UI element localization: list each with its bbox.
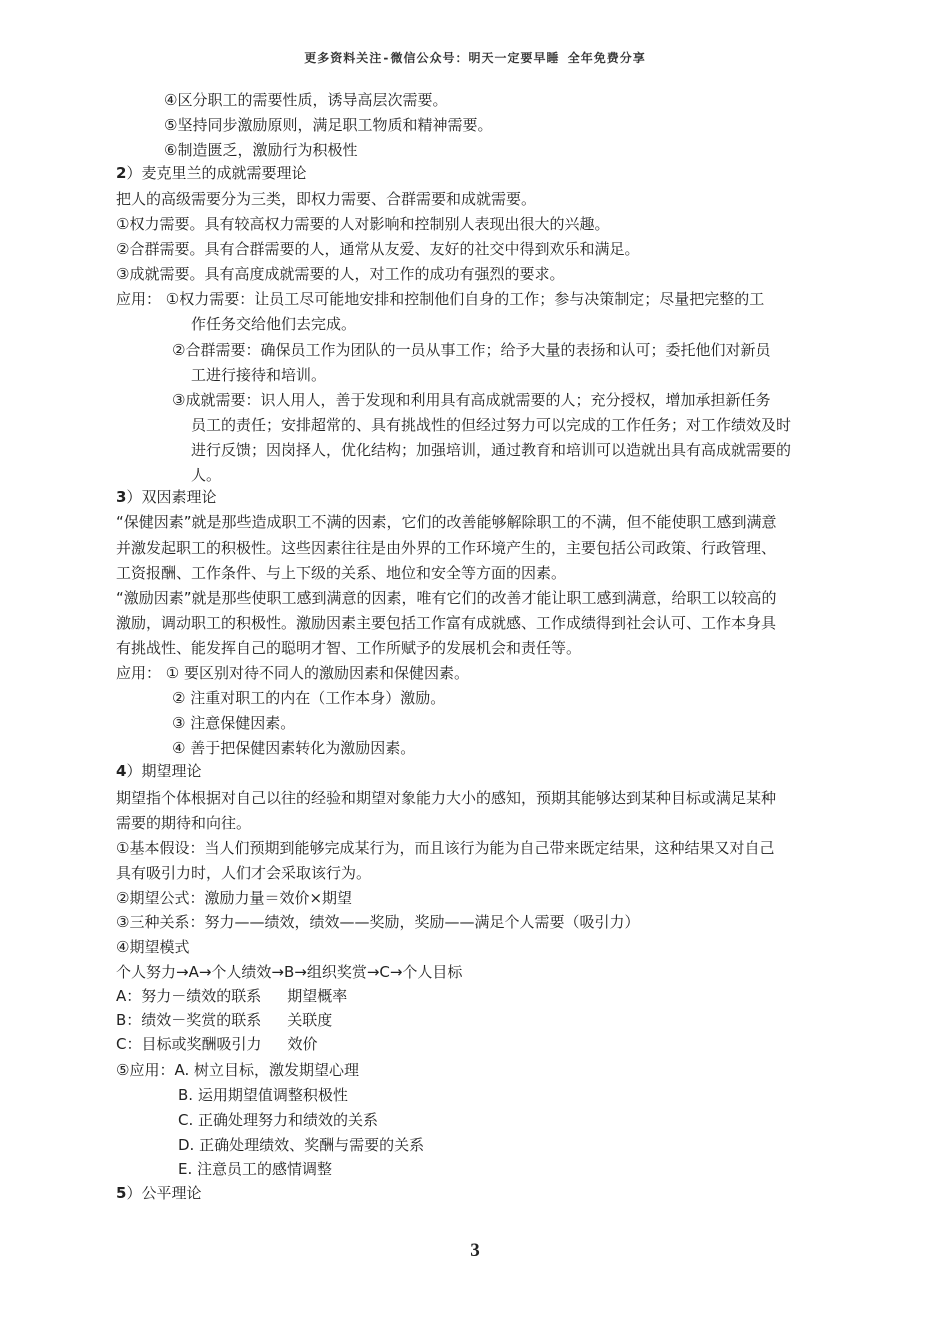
relation-value: 期望概率 <box>287 987 348 1005</box>
section-heading-5 <box>116 1181 201 1206</box>
text-line: 进行反馈；因岗择人，优化结构；加强培训，通过教育和培训可以造就出具有高成就需要的 <box>191 441 792 459</box>
section-title: ）公平理论 <box>126 1184 202 1202</box>
text-line: 应用： ①权力需要：让员工尽可能地安排和控制他们自身的工作；参与决策制定；尽量把完整的工 <box>116 290 765 308</box>
text-line: “保健因素”就是那些造成职工不满的因素，它们的改善能够解除职工的不满，但不能使职工感到满意 <box>116 513 777 531</box>
section-title: ）麦克里兰的成就需要理论 <box>126 164 307 182</box>
text-line: D. 正确处理绩效、奖酬与需要的关系 <box>178 1136 425 1154</box>
text-line <box>116 1008 332 1033</box>
page-number: 3 <box>470 1240 480 1261</box>
section-number: 4 <box>116 762 127 780</box>
text-line: ③ 注意保健因素。 <box>172 714 296 732</box>
text-line: ④区分职工的需要性质，诱导高层次需要。 <box>164 91 448 109</box>
text-line: ①权力需要。具有较高权力需要的人对影响和控制别人表现出很大的兴趣。 <box>116 215 610 233</box>
text-line: ⑤应用：A. 树立目标，激发期望心理 <box>116 1061 359 1079</box>
section-number: 3 <box>116 488 127 506</box>
text-line: E. 注意员工的感情调整 <box>178 1160 333 1178</box>
text-line: ②合群需要。具有合群需要的人，通常从友爱、友好的社交中得到欢乐和满足。 <box>116 240 640 258</box>
text-line: 把人的高级需要分为三类，即权力需要、合群需要和成就需要。 <box>116 190 537 208</box>
relation-value: 关联度 <box>287 1011 333 1029</box>
text-line: 员工的责任；安排超常的、具有挑战性的但经过努力可以完成的工作任务；对工作绩效及时 <box>191 416 792 434</box>
section-number: 2 <box>116 164 127 182</box>
text-line: “激励因素”就是那些使职工感到满意的因素，唯有它们的改善才能让职工感到满意，给职工以较高的 <box>116 589 777 607</box>
section-number: 5 <box>116 1184 127 1202</box>
text-line: ② 注重对职工的内在（工作本身）激励。 <box>172 689 446 707</box>
page-header: 更多资料关注-微信公众号：明天一定要早睡 全年免费分享 <box>304 51 646 65</box>
text-line: 人。 <box>191 466 222 484</box>
text-line <box>116 1032 318 1057</box>
text-line: ②期望公式：激励力量＝效价×期望 <box>116 889 353 907</box>
text-line: C. 正确处理努力和绩效的关系 <box>178 1111 379 1129</box>
relation-label: B：绩效－奖赏的联系 <box>116 1011 262 1029</box>
text-line: 工进行接待和培训。 <box>191 366 327 384</box>
text-line: 作任务交给他们去完成。 <box>191 315 357 333</box>
text-line <box>116 984 347 1009</box>
text-line: 个人努力→A→个人绩效→B→组织奖赏→C→个人目标 <box>116 963 463 981</box>
relation-label: C：目标或奖酬吸引力 <box>116 1035 262 1053</box>
text-line: ③三种关系：努力——绩效，绩效——奖励，奖励——满足个人需要（吸引力） <box>116 913 640 931</box>
text-line: ①基本假设：当人们预期到能够完成某行为，而且该行为能为自己带来既定结果，这种结果又对自己 <box>116 839 775 857</box>
text-line: 激励，调动职工的积极性。激励因素主要包括工作富有成就感、工作成绩得到社会认可、工作本身具 <box>116 614 777 632</box>
section-title: ）双因素理论 <box>126 488 217 506</box>
text-line: B. 运用期望值调整积极性 <box>178 1086 348 1104</box>
text-line: 应用： ① 要区别对待不同人的激励因素和保健因素。 <box>116 664 469 682</box>
section-heading-4 <box>116 759 201 784</box>
text-line: ⑤坚持同步激励原则，满足职工物质和精神需要。 <box>164 116 493 134</box>
text-line: ④期望模式 <box>116 938 190 956</box>
text-line: 需要的期待和向往。 <box>116 814 252 832</box>
text-line: 有挑战性、能发挥自己的聪明才智、工作所赋予的发展机会和责任等。 <box>116 639 582 657</box>
text-line: ③成就需要：识人用人，善于发现和利用具有高成就需要的人；充分授权，增加承担新任务 <box>172 391 771 409</box>
text-line: 期望指个体根据对自己以往的经验和期望对象能力大小的感知，预期其能够达到某种目标或满足某种 <box>116 789 777 807</box>
section-title: ）期望理论 <box>126 762 202 780</box>
text-line: 具有吸引力时，人们才会采取该行为。 <box>116 864 372 882</box>
text-line: ②合群需要：确保员工作为团队的一员从事工作；给予大量的表扬和认可；委托他们对新员 <box>172 341 771 359</box>
section-heading-2 <box>116 161 306 186</box>
section-heading-3 <box>116 485 216 510</box>
text-line: ③成就需要。具有高度成就需要的人，对工作的成功有强烈的要求。 <box>116 265 565 283</box>
text-line: 并激发起职工的积极性。这些因素往往是由外界的工作环境产生的，主要包括公司政策、行政管理、 <box>116 539 777 557</box>
relation-label: A：努力－绩效的联系 <box>116 987 262 1005</box>
text-line: 工资报酬、工作条件、与上下级的关系、地位和安全等方面的因素。 <box>116 564 567 582</box>
relation-value: 效价 <box>287 1035 318 1053</box>
text-line: ④ 善于把保健因素转化为激励因素。 <box>172 739 416 757</box>
text-line: ⑥制造匮乏，激励行为积极性 <box>164 141 358 159</box>
